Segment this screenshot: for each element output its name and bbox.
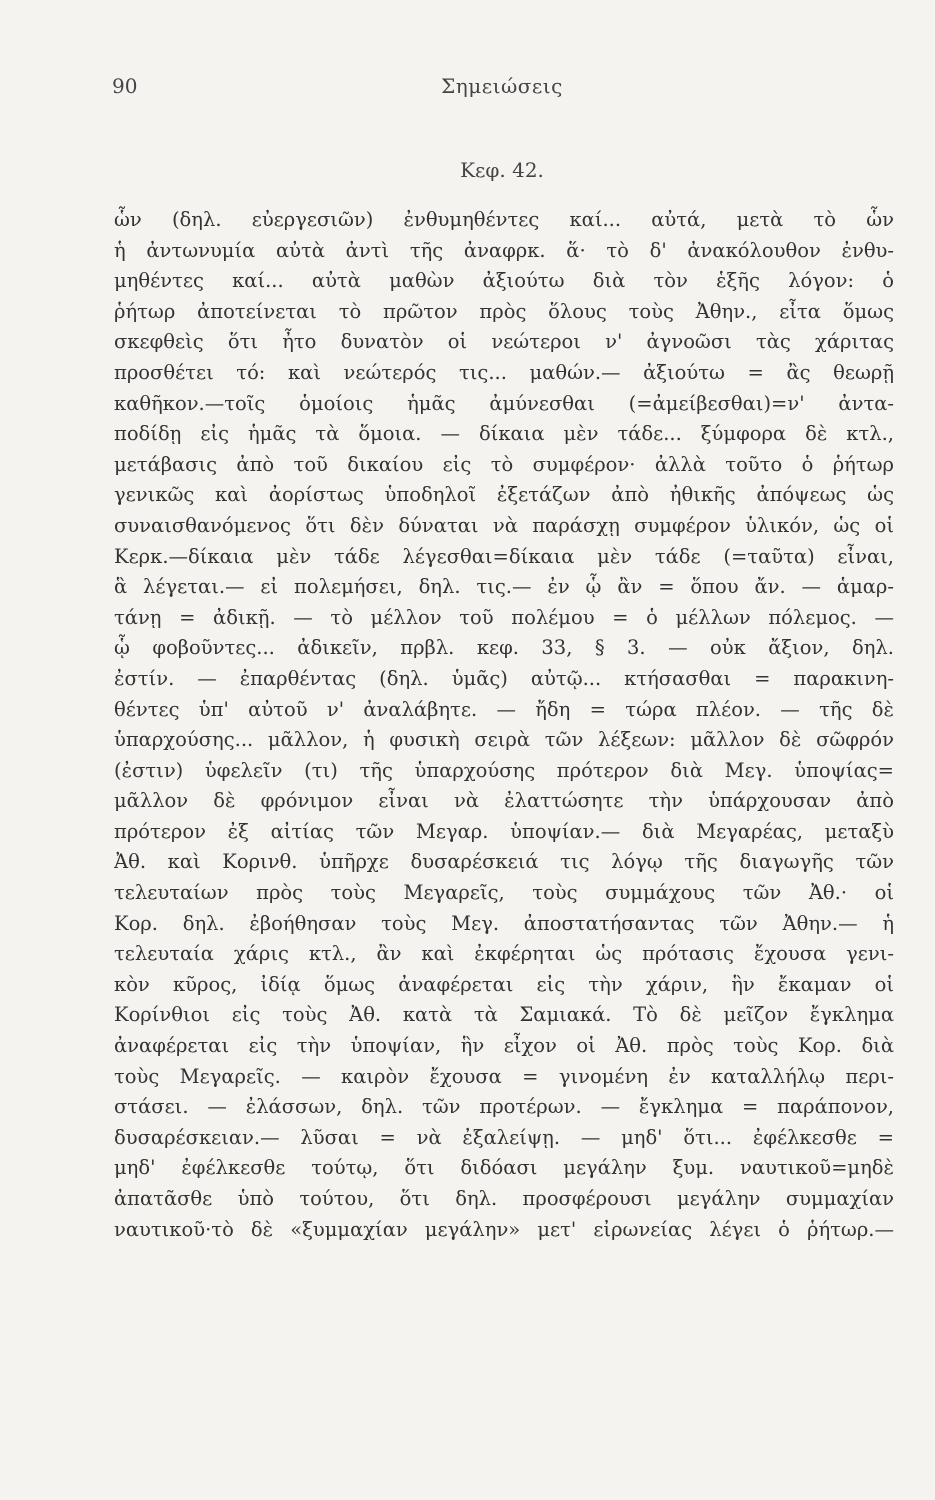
text-line: κὸν κῦρος, ἰδίᾳ ὅμως ἀναφέρεται εἰς τὴν χάριν, ἣν ἔκαμαν οἱ bbox=[114, 972, 894, 996]
notes-text bbox=[114, 205, 894, 1245]
text-line: συναισθανόμενος ὅτι δὲν δύναται νὰ παράσχῃ συμφέρον ὑλικόν, ὡς οἱ bbox=[114, 513, 894, 537]
text-line: τάνῃ = ἀδικῇ. — τὸ μέλλον τοῦ πολέμου = ὁ μέλλων πόλεμος. — bbox=[114, 605, 894, 629]
text-line: Κερκ.—δίκαια μὲν τάδε λέγεσθαι=δίκαια μὲν τάδε (=ταῦτα) εἶναι, bbox=[114, 544, 894, 568]
text-line: μηδ' ἐφέλκεσθε τούτῳ, ὅτι διδόασι μεγάλην ξυμ. ναυτικοῦ=μηδὲ bbox=[114, 1156, 894, 1180]
text-line: γενικῶς καὶ ἀορίστως ὑποδηλοῖ ἐξετάζων ἀπὸ ἠθικῆς ἀπόψεως ὡς bbox=[114, 483, 894, 507]
text-line: πρότερον ἐξ αἰτίας τῶν Μεγαρ. ὑποψίαν.— διὰ Μεγαρέας, μεταξὺ bbox=[114, 819, 894, 843]
text-line: ὧν (δηλ. εὐεργεσιῶν) ἐνθυμηθέντες καί... αὐτά, μετὰ τὸ ὧν bbox=[114, 208, 894, 231]
running-title: Σημειώσεις bbox=[441, 74, 563, 98]
text-line: Κορ. δηλ. ἐβοήθησαν τοὺς Μεγ. ἀποστατήσαντας τῶν Ἀθην.— ἡ bbox=[114, 911, 894, 935]
text-line: σκεφθεὶς ὅτι ἦτο δυνατὸν οἱ νεώτεροι ν' ἀγνοῶσι τὰς χάριτας bbox=[114, 330, 894, 354]
page-number: 90 bbox=[112, 74, 138, 98]
text-line: τοὺς Μεγαρεῖς. — καιρὸν ἔχουσα = γινομένη ἐν καταλλήλῳ περι- bbox=[114, 1064, 894, 1088]
text-line: μᾶλλον δὲ φρόνιμον εἶναι νὰ ἐλαττώσητε τὴν ὑπάρχουσαν ἀπὸ bbox=[114, 789, 894, 813]
text-line: ὑπαρχούσης... μᾶλλον, ἡ φυσικὴ σειρὰ τῶν λέξεων: μᾶλλον δὲ σῶφρόν bbox=[114, 728, 894, 752]
text-line: (ἐστιν) ὑφελεῖν (τι) τῆς ὑπαρχούσης πρότερον διὰ Μεγ. ὑποψίας= bbox=[114, 758, 894, 782]
text-line: ᾧ φοβοῦντες... ἀδικεῖν, πρβλ. κεφ. 33, § 3. — οὐκ ἄξιον, δηλ. bbox=[114, 636, 894, 660]
text-line: τελευταία χάρις κτλ., ἂν καὶ ἐκφέρηται ὡς πρότασις ἔχουσα γενι- bbox=[114, 942, 894, 966]
chapter-heading: Κεφ. 42. bbox=[460, 158, 544, 182]
text-line: προσθέτει τό: καὶ νεώτερός τις... μαθών.— ἀξιούτω = ἂς θεωρῇ bbox=[114, 360, 894, 384]
text-line: Ἀθ. καὶ Κορινθ. ὑπῆρχε δυσαρέσκειά τις λόγῳ τῆς διαγωγῆς τῶν bbox=[114, 850, 894, 874]
text-line: στάσει. — ἐλάσσων, δηλ. τῶν προτέρων. — ἔγκλημα = παράπονον, bbox=[114, 1095, 894, 1119]
text-line: ἡ ἀντωνυμία αὐτὰ ἀντὶ τῆς ἀναφρκ. ἅ· τὸ δ' ἀνακόλουθον ἐνθυ- bbox=[114, 238, 894, 262]
text-line: μετάβασις ἀπὸ τοῦ δικαίου εἰς τὸ συμφέρον· ἀλλὰ τοῦτο ὁ ῥήτωρ bbox=[114, 452, 894, 476]
text-line: ποδίδῃ εἰς ἡμᾶς τὰ ὅμοια. — δίκαια μὲν τάδε... ξύμφορα δὲ κτλ., bbox=[114, 422, 894, 446]
running-head bbox=[112, 74, 892, 102]
text-line: θέντες ὑπ' αὐτοῦ ν' ἀναλάβητε. — ἤδη = τώρα πλέον. — τῆς δὲ bbox=[114, 697, 894, 721]
text-line: μηθέντες καί... αὐτὰ μαθὼν ἀξιούτω διὰ τὸν ἑξῆς λόγον: ὁ bbox=[114, 269, 894, 293]
text-line: ῥήτωρ ἀποτείνεται τὸ πρῶτον πρὸς ὅλους τοὺς Ἀθην., εἶτα ὅμως bbox=[114, 299, 894, 323]
text-line: ἀναφέρεται εἰς τὴν ὑποψίαν, ἣν εἶχον οἱ Ἀθ. πρὸς τοὺς Κορ. διὰ bbox=[114, 1034, 894, 1058]
text-line: Κορίνθιοι εἰς τοὺς Ἀθ. κατὰ τὰ Σαμιακά. Τὸ δὲ μεῖζον ἔγκλημα bbox=[114, 1003, 894, 1027]
text-line: ἀπατᾶσθε ὑπὸ τούτου, ὅτι δηλ. προσφέρουσι μεγάλην συμμαχίαν bbox=[114, 1187, 894, 1210]
text-line: ἐστίν. — ἐπαρθέντας (δηλ. ὑμᾶς) αὐτῷ... κτήσασθαι = παρακινη- bbox=[114, 666, 894, 690]
text-line: καθῆκον.—τοῖς ὁμοίοις ἡμᾶς ἀμύνεσθαι (=ἀμείβεσθαι)=ν' ἀντα- bbox=[114, 391, 894, 415]
text-line: δυσαρέσκειαν.— λῦσαι = νὰ ἐξαλείψῃ. — μηδ' ὅτι... ἐφέλκεσθε = bbox=[114, 1125, 894, 1149]
text-line: τελευταίων πρὸς τοὺς Μεγαρεῖς, τοὺς συμμάχους τῶν Ἀθ.· οἱ bbox=[114, 881, 894, 905]
text-line: ἃ λέγεται.— εἰ πολεμήσει, δηλ. τις.— ἐν ᾧ ἂν = ὅπου ἄν. — ἁμαρ- bbox=[114, 575, 894, 599]
text-line: ναυτικοῦ·τὸ δὲ «ξυμμαχίαν μεγάλην» μετ' εἰρωνείας λέγει ὁ ῥήτωρ.— bbox=[114, 1217, 894, 1241]
